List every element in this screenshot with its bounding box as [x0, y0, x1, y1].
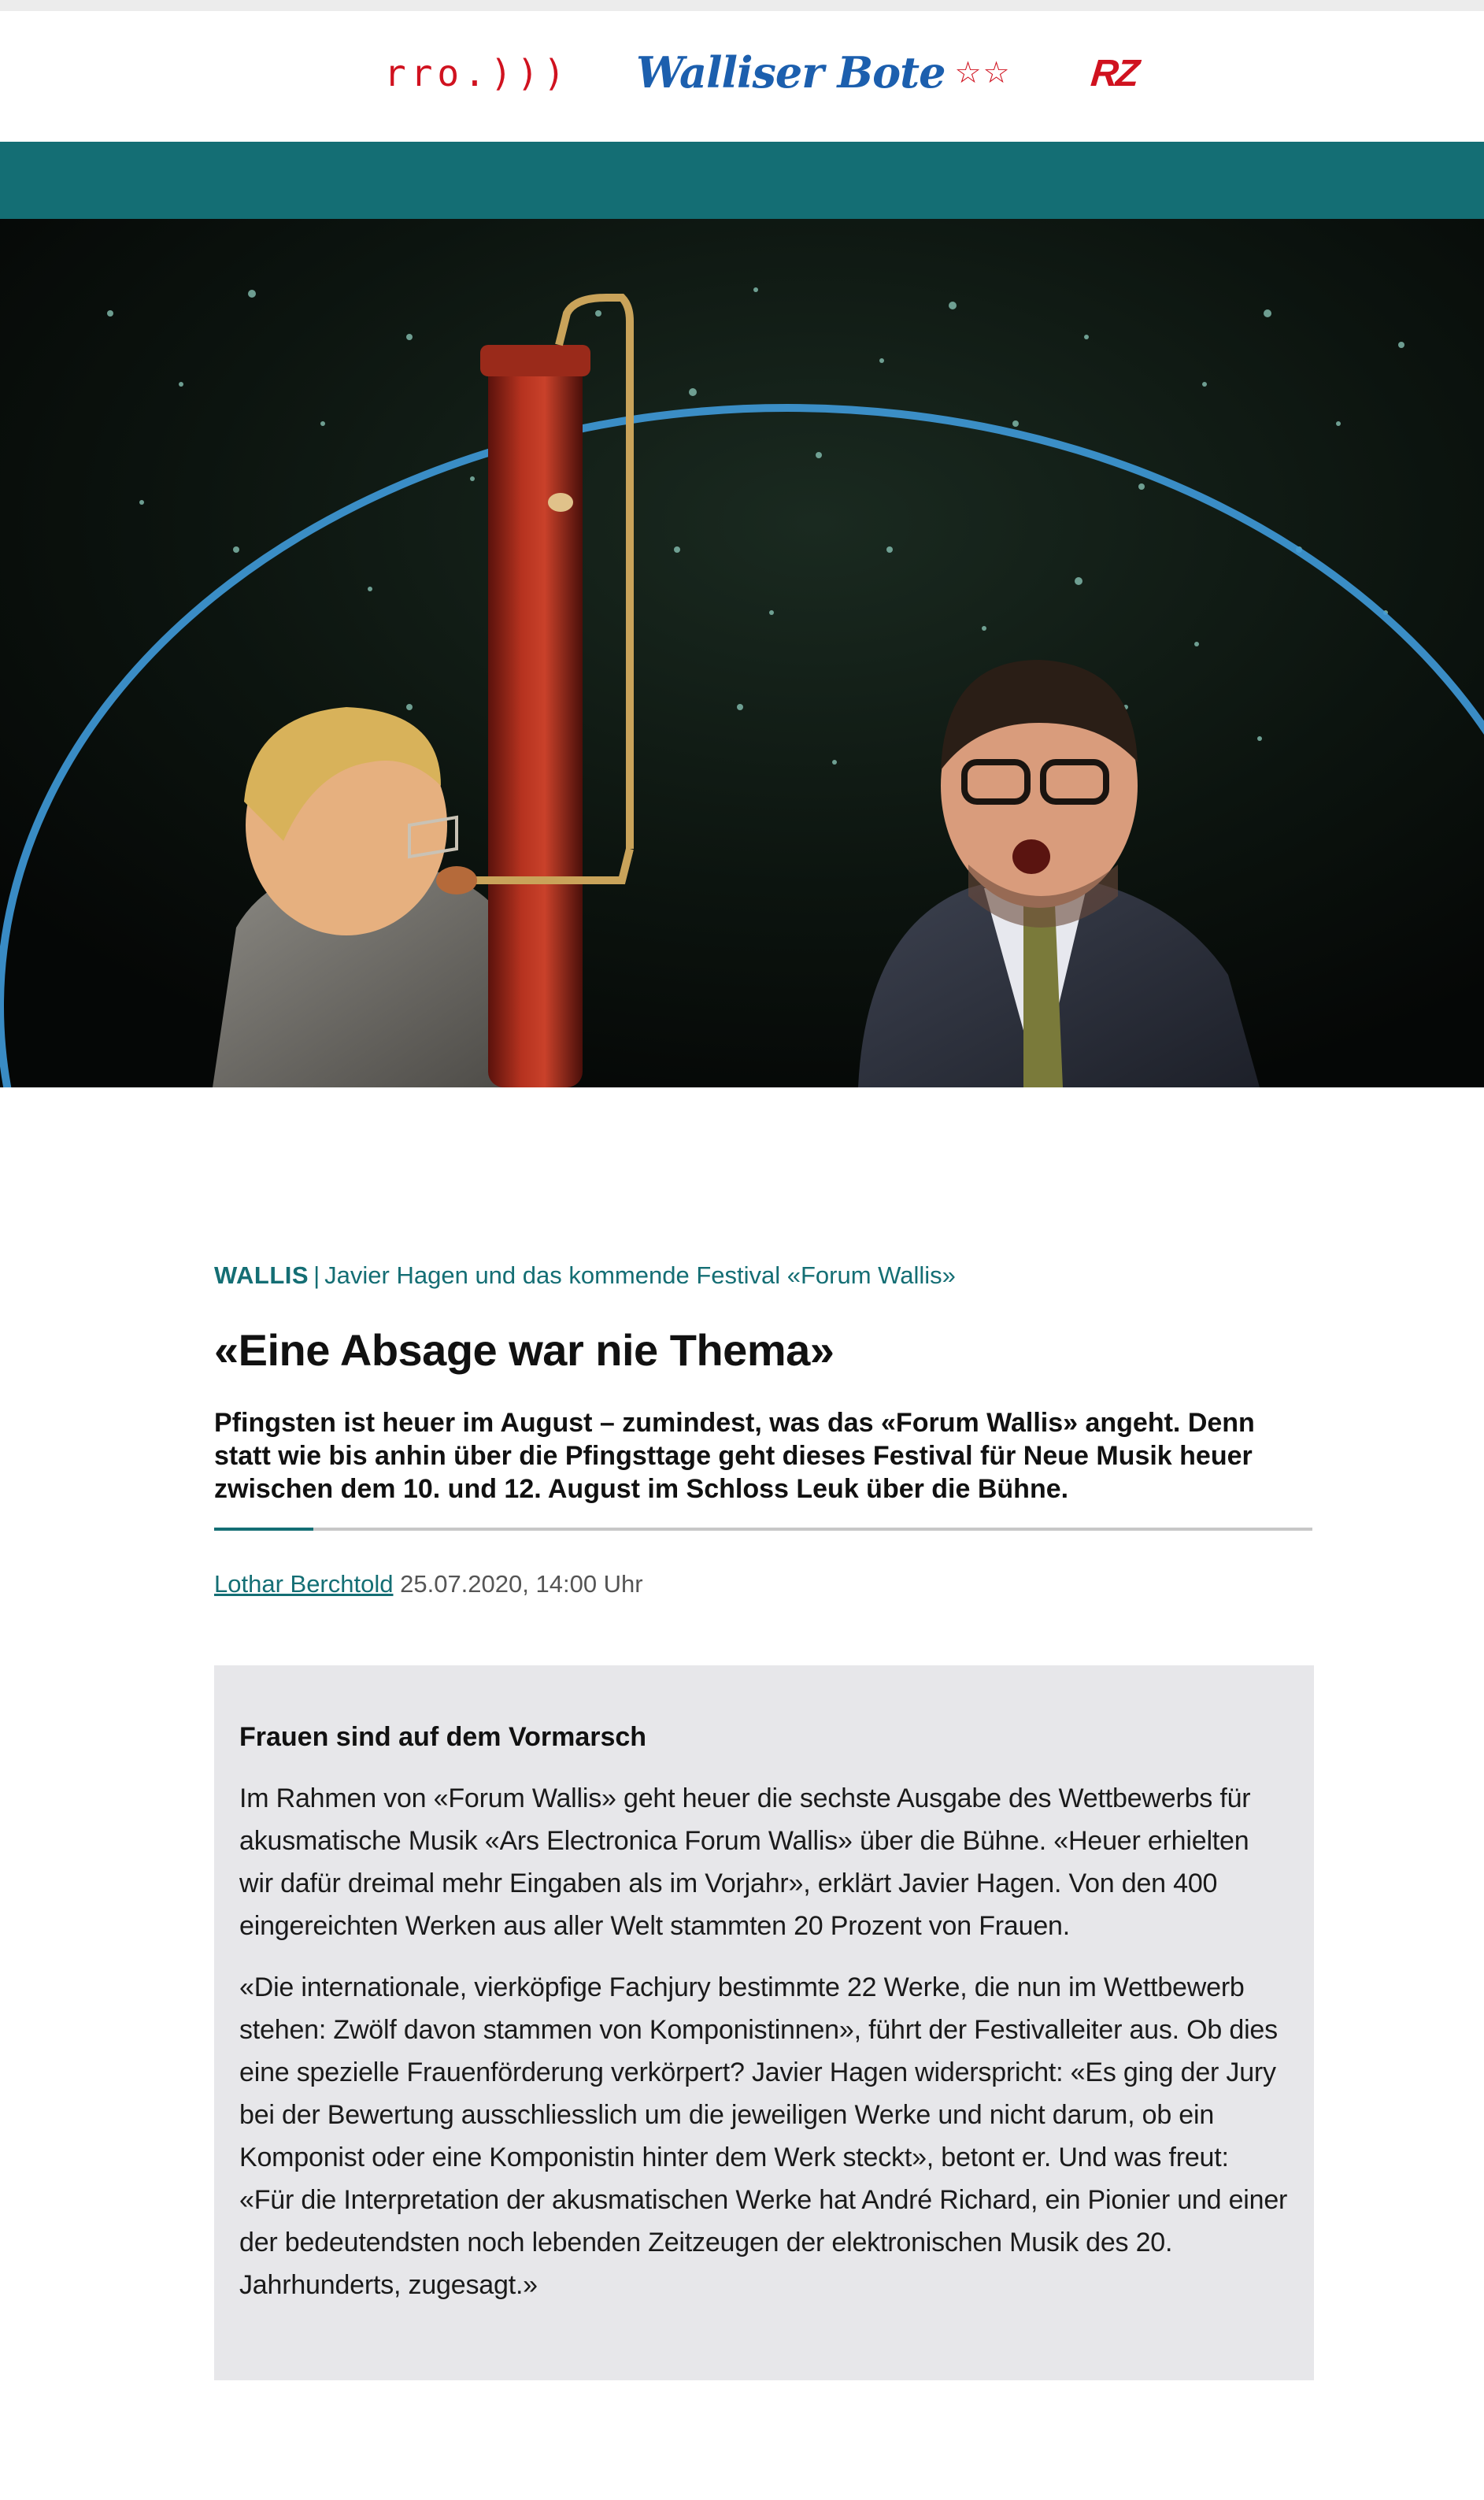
hero-image	[0, 219, 1484, 1087]
kicker-separator: |	[313, 1261, 320, 1289]
info-box-title: Frauen sind auf dem Vormarsch	[239, 1722, 647, 1752]
article-header	[214, 1260, 1312, 1600]
kicker	[214, 1260, 1312, 1291]
rz-logo[interactable]: RZ	[1089, 53, 1139, 94]
info-box-paragraph: «Die internationale, vierköpfige Fachjury bestimmte 22 Werke, die nun im Wettbewerb stehen: Zwölf davon stammen von Komponistinnen», führt der Festivalleiter aus. Ob dies eine spezielle Frauenförderung verkörpert? Javier Hagen widerspricht: «Es ging der Jury bei der Bewertung ausschliesslich um die jeweiligen Werke und nicht darum, ob ein Komponist oder eine Komponistin hinter dem Werk steckt», betont er. Und was freut: «Für die Interpretation der akusmatischen Werke hat André Richard, ein Pionier und einer der bedeutendsten noch lebenden Zeitzeugen der elektronischen Musik des 20. Jahrhunderts, zugesagt.»	[239, 1972, 1288, 2300]
article-lead: Pfingsten ist heuer im August – zumindest, was das «Forum Wallis» angeht. Denn statt wie bis anhin über die Pfingsttage geht dieses Festival für Neue Musik heuer zwischen dem 10. und 12. August im Schloss Leuk über die Bühne.	[214, 1407, 1255, 1504]
top-strip	[0, 0, 1484, 11]
brand-bar	[0, 11, 1484, 142]
hero-photo-illustration	[0, 219, 1484, 1087]
publish-date: 25.07.2020, 14:00 Uhr	[400, 1569, 643, 1598]
rro-logo[interactable]: rro.)))	[384, 52, 570, 94]
byline	[214, 1569, 1312, 1600]
info-box	[214, 1665, 1314, 2380]
walliser-bote-wordmark: Walliser Bote	[636, 47, 946, 98]
article-headline: «Eine Absage war nie Thema»	[214, 1325, 835, 1375]
info-box-paragraph: Im Rahmen von «Forum Wallis» geht heuer die sechste Ausgabe des Wettbewerbs für akusmatische Musik «Ars Electronica Forum Wallis» über die Bühne. «Heuer erhielten wir dafür dreimal mehr Eingaben als im Vorjahr», erklärt Javier Hagen. Von den 400 eingereichten Werken aus aller Welt stammten 20 Prozent von Frauen.	[239, 1783, 1251, 1941]
walliser-bote-logo[interactable]	[636, 47, 1012, 98]
navigation-bar	[0, 142, 1484, 219]
stars-icon: ☆☆	[954, 55, 1012, 90]
divider-accent	[214, 1528, 313, 1531]
divider	[214, 1528, 1312, 1531]
section-label[interactable]: WALLIS	[214, 1261, 309, 1289]
author-link[interactable]: Lothar Berchtold	[214, 1569, 394, 1598]
kicker-topic: Javier Hagen und das kommende Festival «Forum Wallis»	[324, 1261, 956, 1289]
